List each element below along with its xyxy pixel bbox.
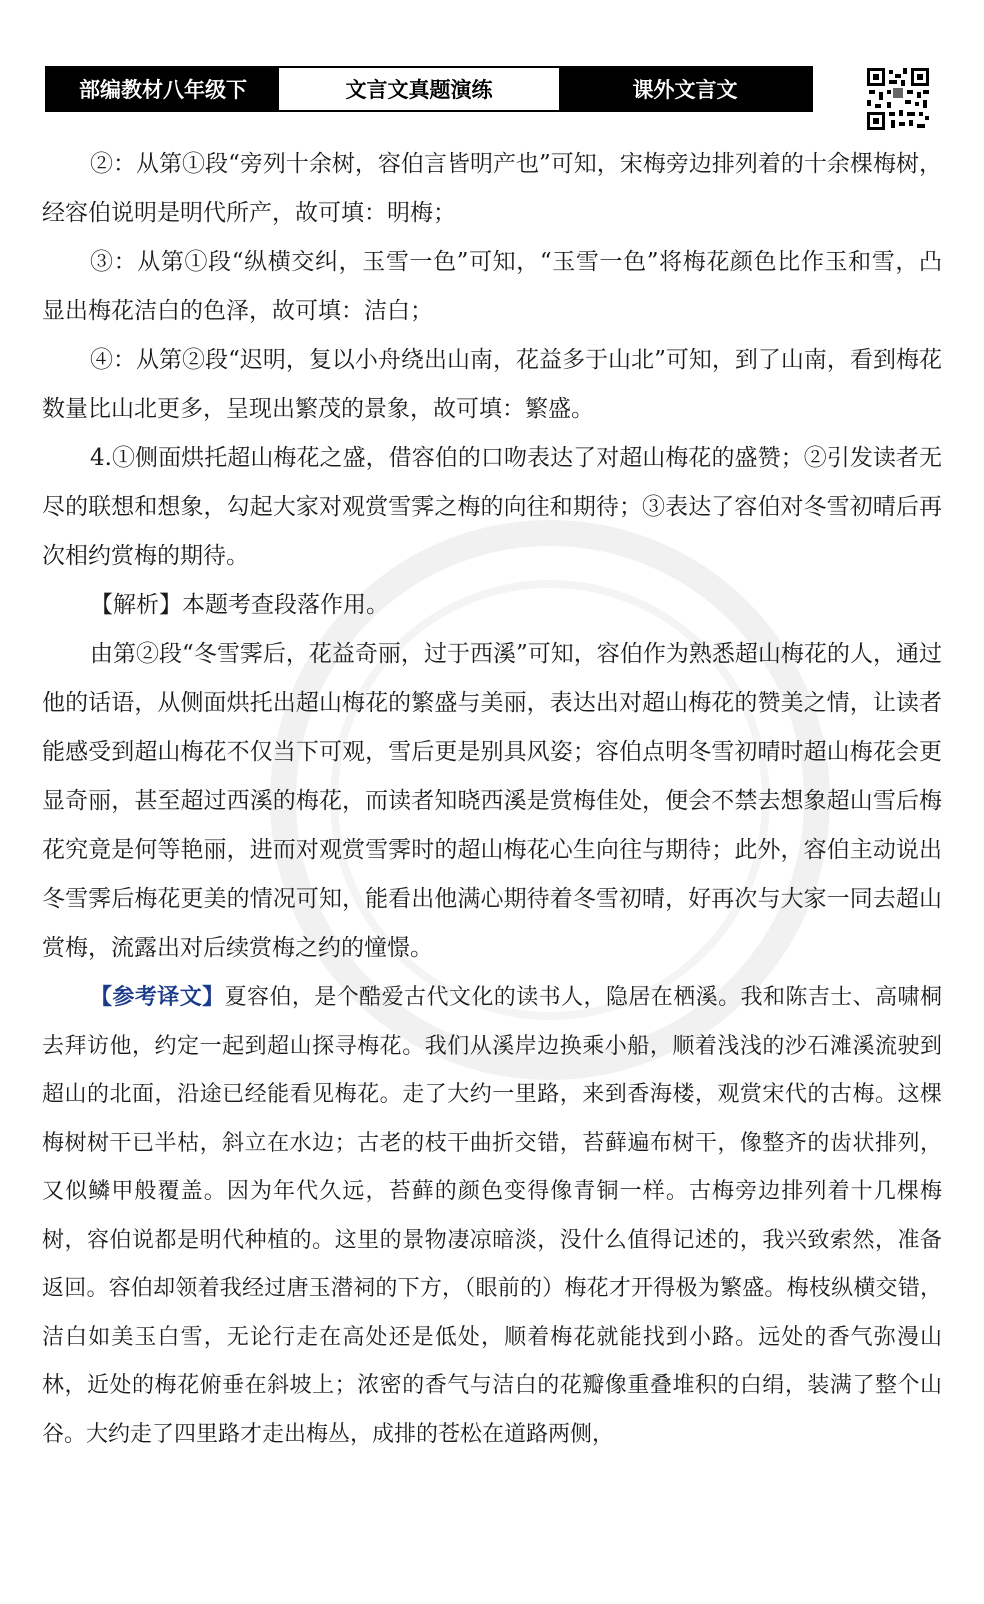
header-grade-label: 部编教材八年级下 <box>47 68 279 110</box>
analysis-label: 【解析】本题考查段落作用。 <box>90 592 389 618</box>
analysis-paragraph: 由第②段“冬雪霁后，花益奇丽，过于西溪”可知，容伯作为熟悉超山梅花的人，通过他的话语，从侧面烘托出超山梅花的繁盛与美丽，表达出对超山梅花的赞美之情，让读者能感受到超山梅花不仅当下可观，雪后更是别具风姿；容伯点明冬雪初晴时超山梅花会更显奇丽，甚至超过西溪的梅花，而读者知晓西溪是赏梅佳处，便会不禁去想象超山雪后梅花究竟是何等艳丽，进而对观赏雪霁时的超山梅花心生向往与期待；此外，容伯主动说出冬雪霁后梅花更美的情况可知，能看出他满心期待着冬雪初晴，好再次与大家一同去超山赏梅，流露出对后续赏梅之约的憧憬。 <box>42 641 942 961</box>
page-header <box>45 66 813 112</box>
translation-body: 夏容伯，是个酷爱古代文化的读书人，隐居在栖溪。我和陈吉士、高啸桐去拜访他，约定一起到超山探寻梅花。我们从溪岸边换乘小船，顺着浅浅的沙石滩溪流驶到超山的北面，沿途已经能看见梅花。走了大约一里路，来到香海楼，观赏宋代的古梅。这棵梅树树干已半枯，斜立在水边；古老的枝干曲折交错，苔藓遍布树干，像整齐的齿状排列，又似鳞甲般覆盖。因为年代久远，苔藓的颜色变得像青铜一样。古梅旁边排列着十几棵梅树，容伯说都是明代种植的。这里的景物凄凉暗淡，没什么值得记述的，我兴致索然，准备返回。容伯却领着我经过唐玉潜祠的下方，（眼前的）梅花才开得极为繁盛。梅枝纵横交错，洁白如美玉白雪，无论行走在高处还是低处，顺着梅花就能找到小路。远处的香气弥漫山林，近处的梅花俯垂在斜坡上；浓密的香气与洁白的花瓣像重叠堆积的白绢，装满了整个山谷。大约走了四里路才走出梅丛，成排的苍松在道路两侧， <box>42 985 942 1447</box>
translation-heading: 【参考译文】 <box>90 984 225 1010</box>
qr-code-icon <box>865 66 931 132</box>
header-title: 文言文真题演练 <box>279 68 559 110</box>
document-body <box>42 140 942 1459</box>
answer-item-4: ④：从第②段“迟明，复以小舟绕出山南，花益多于山北”可知，到了山南，看到梅花数量比山北更多，呈现出繁茂的景象，故可填：繁盛。 <box>42 347 942 422</box>
reference-translation <box>42 973 942 1459</box>
answer-item-3: ③：从第①段“纵横交纠，玉雪一色”可知，“玉雪一色”将梅花颜色比作玉和雪，凸显出梅花洁白的色泽，故可填：洁白； <box>42 249 942 324</box>
answer-item-2: ②：从第①段“旁列十余树，容伯言皆明产也”可知，宋梅旁边排列着的十余棵梅树，经容伯说明是明代所产，故可填：明梅； <box>42 151 942 226</box>
header-category-label: 课外文言文 <box>559 68 811 110</box>
question-4-answer: 4.①侧面烘托超山梅花之盛，借容伯的口吻表达了对超山梅花的盛赞；②引发读者无尽的联想和想象，勾起大家对观赏雪霁之梅的向往和期待；③表达了容伯对冬雪初晴后再次相约赏梅的期待。 <box>42 445 942 569</box>
